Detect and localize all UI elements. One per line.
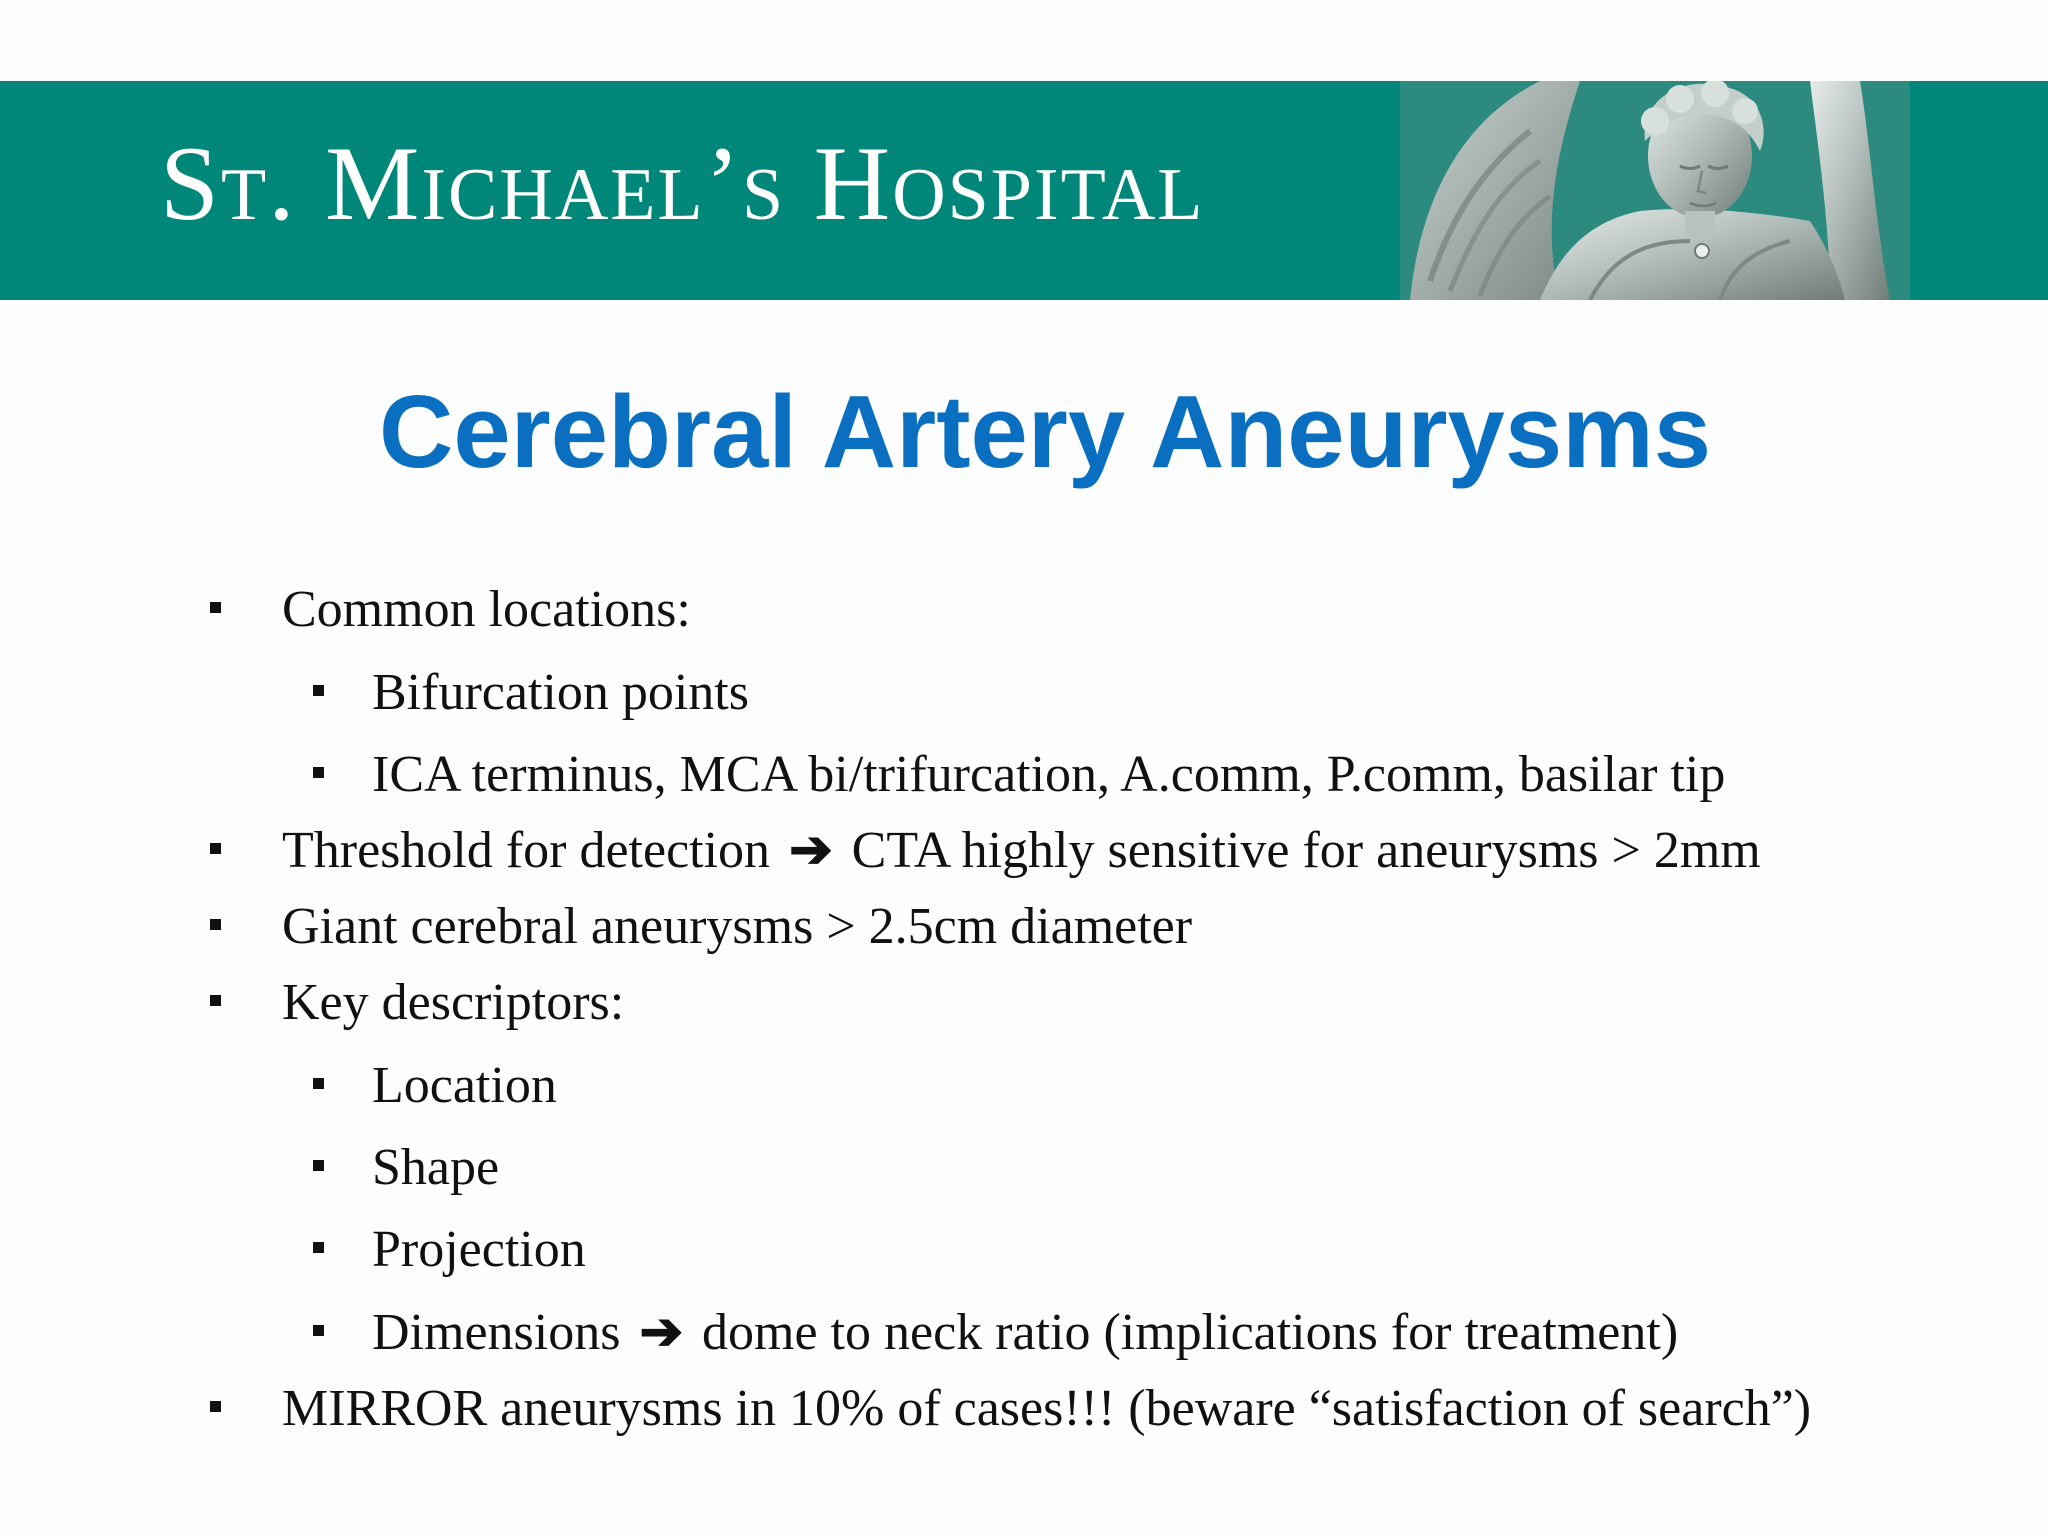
sub-bullet-item (372, 1219, 586, 1281)
sub-bullet-item (372, 1137, 499, 1199)
square-bullet-icon (210, 843, 221, 854)
bullet-item (282, 972, 624, 1034)
bullet-item (282, 896, 1192, 958)
bullet-item (282, 820, 1761, 882)
square-bullet-icon (210, 1401, 221, 1412)
right-arrow-icon: ➔ (639, 1304, 684, 1361)
bullet-item (282, 579, 691, 641)
slide-title: Cerebral Artery Aneurysms (379, 374, 1711, 489)
square-bullet-icon (313, 1242, 324, 1253)
bullet-text: CTA highly sensitive for aneurysms > 2mm (851, 822, 1761, 879)
bullet-text: Key descriptors: (282, 974, 625, 1031)
square-bullet-icon (210, 995, 221, 1006)
square-bullet-icon (313, 1160, 324, 1171)
bullet-text: Projection (372, 1221, 586, 1278)
sub-bullet-item (372, 1055, 557, 1117)
square-bullet-icon (313, 685, 324, 696)
hospital-name: St. Michael’s Hospital (160, 125, 1205, 242)
sub-bullet-item (372, 744, 1725, 806)
bullet-text: Dimensions (372, 1304, 621, 1361)
bullet-text: Threshold for detection (282, 822, 771, 879)
square-bullet-icon (313, 1325, 324, 1336)
sub-bullet-item (372, 662, 749, 724)
bullet-text: ICA terminus, MCA bi/trifurcation, A.comm, P.comm, basilar tip (372, 746, 1726, 803)
sub-bullet-item (372, 1302, 1678, 1364)
bullet-text: Location (372, 1057, 557, 1114)
bullet-text: dome to neck ratio (implications for treatment) (702, 1304, 1679, 1361)
bullet-text: MIRROR aneurysms in 10% of cases!!! (beware “satisfaction of search”) (282, 1380, 1812, 1437)
square-bullet-icon (210, 919, 221, 930)
bullet-text: Bifurcation points (372, 664, 749, 721)
square-bullet-icon (313, 767, 324, 778)
square-bullet-icon (210, 602, 221, 613)
square-bullet-icon (313, 1078, 324, 1089)
bullet-text: Common locations: (282, 581, 691, 638)
right-arrow-icon: ➔ (789, 822, 833, 879)
bullet-item (282, 1378, 1811, 1440)
bullet-text: Giant cerebral aneurysms > 2.5cm diameter (282, 898, 1193, 955)
bullet-text: Shape (372, 1139, 500, 1196)
